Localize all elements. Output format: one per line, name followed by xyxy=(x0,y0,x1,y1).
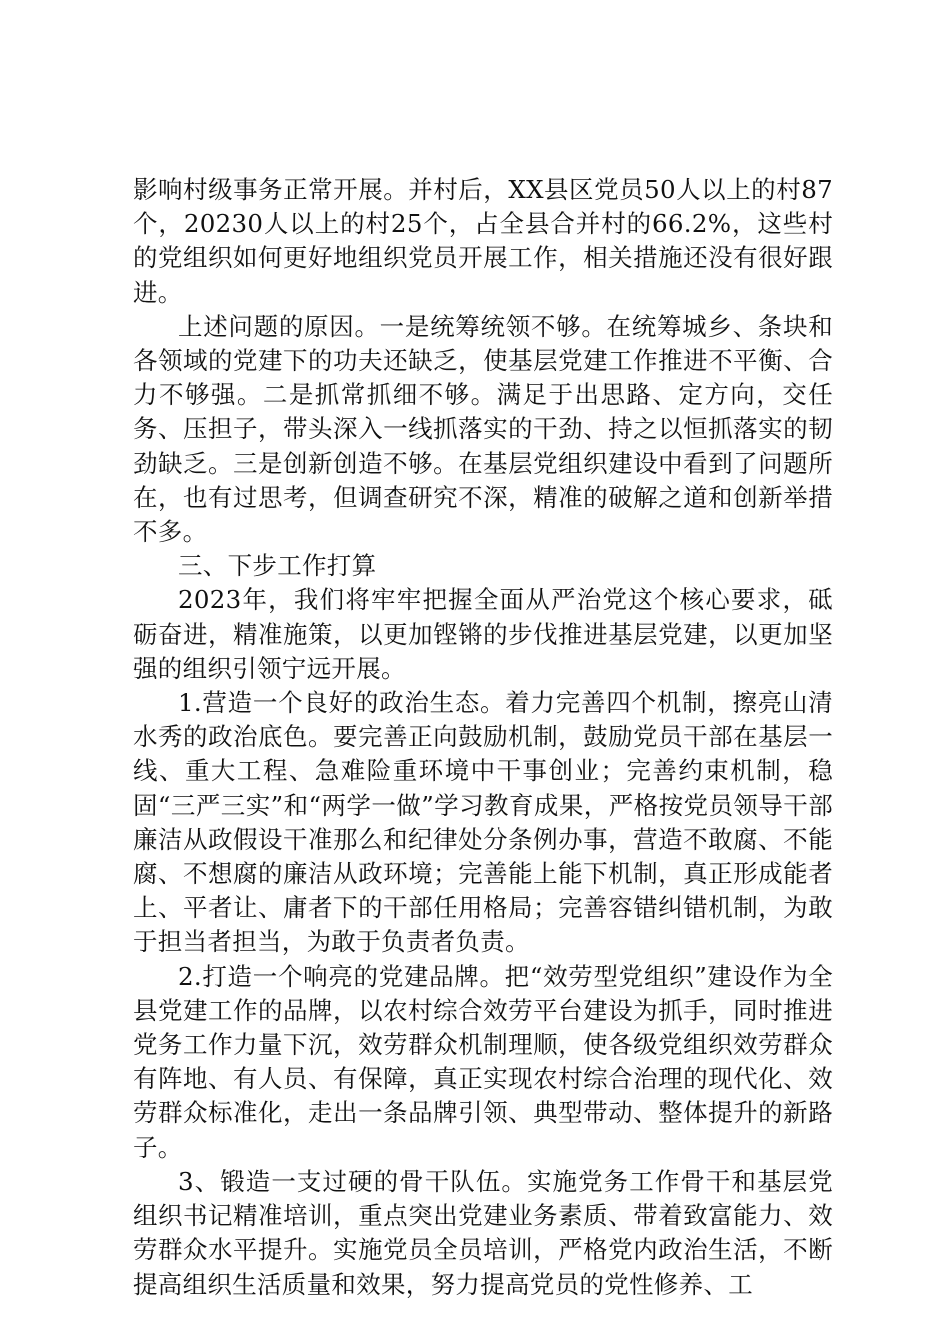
paragraph-item-1: 1.营造一个良好的政治生态。着力完善四个机制，擦亮山清水秀的政治底色。要完善正向鼓励机制，鼓励党员干部在基层一线、重大工程、急难险重环境中干事创业；完善约束机制，稳固“三严三实”和“两学一做”学习教育成果，严格按党员领导干部廉洁从政假设干准那么和纪律处分条例办事，营造不敢腐、不能腐、不想腐的廉洁从政环境；完善能上能下机制，真正形成能者上、平者让、庸者下的干部任用格局；完善容错纠错机制，为敢于担当者担当，为敢于负责者负责。 xyxy=(133,688,833,957)
paragraph-item-3: 3、锻造一支过硬的骨干队伍。实施党务工作骨干和基层党组织书记精准培训，重点突出党建业务素质、带着致富能力、效劳群众水平提升。实施党员全员培训，严格党内政治生活，不断提高组织生活质量和效果，努力提高党员的党性修养、工 xyxy=(133,1166,833,1299)
paragraph-causes: 上述问题的原因。一是统筹统领不够。在统筹城乡、条块和各领域的党建下的功夫还缺乏，使基层党建工作推进不平衡、合力不够强。二是抓常抓细不够。满足于出思路、定方向，交任务、压担子，带头深入一线抓落实的干劲、持之以恒抓落实的韧劲缺乏。三是创新创造不够。在基层党组织建设中看到了问题所在，也有过思考，但调查研究不深，精准的破解之道和创新举措不多。 xyxy=(133,311,833,547)
paragraph-intro-2023: 2023年，我们将牢牢把握全面从严治党这个核心要求，砥砺奋进，精准施策，以更加铿锵的步伐推进基层党建，以更加坚强的组织引领宁远开展。 xyxy=(133,585,833,683)
section-heading: 三、下步工作打算 xyxy=(178,551,377,581)
document-body xyxy=(133,173,833,1302)
paragraph-item-2: 2.打造一个响亮的党建品牌。把“效劳型党组织”建设作为全县党建工作的品牌，以农村综合效劳平台建设为抓手，同时推进党务工作力量下沉，效劳群众机制理顺，使各级党组织效劳群众有阵地、有人员、有保障，真正实现农村综合治理的现代化、效劳群众标准化，走出一条品牌引领、典型带动、整体提升的新路子。 xyxy=(133,961,833,1162)
paragraph-continuation: 影响村级事务正常开展。并村后，XX县区党员50人以上的村87个，20230人以上的村25个，占全县合并村的66.2%，这些村的党组织如何更好地组织党员开展工作，相关措施还没有很好跟进。 xyxy=(133,175,833,307)
